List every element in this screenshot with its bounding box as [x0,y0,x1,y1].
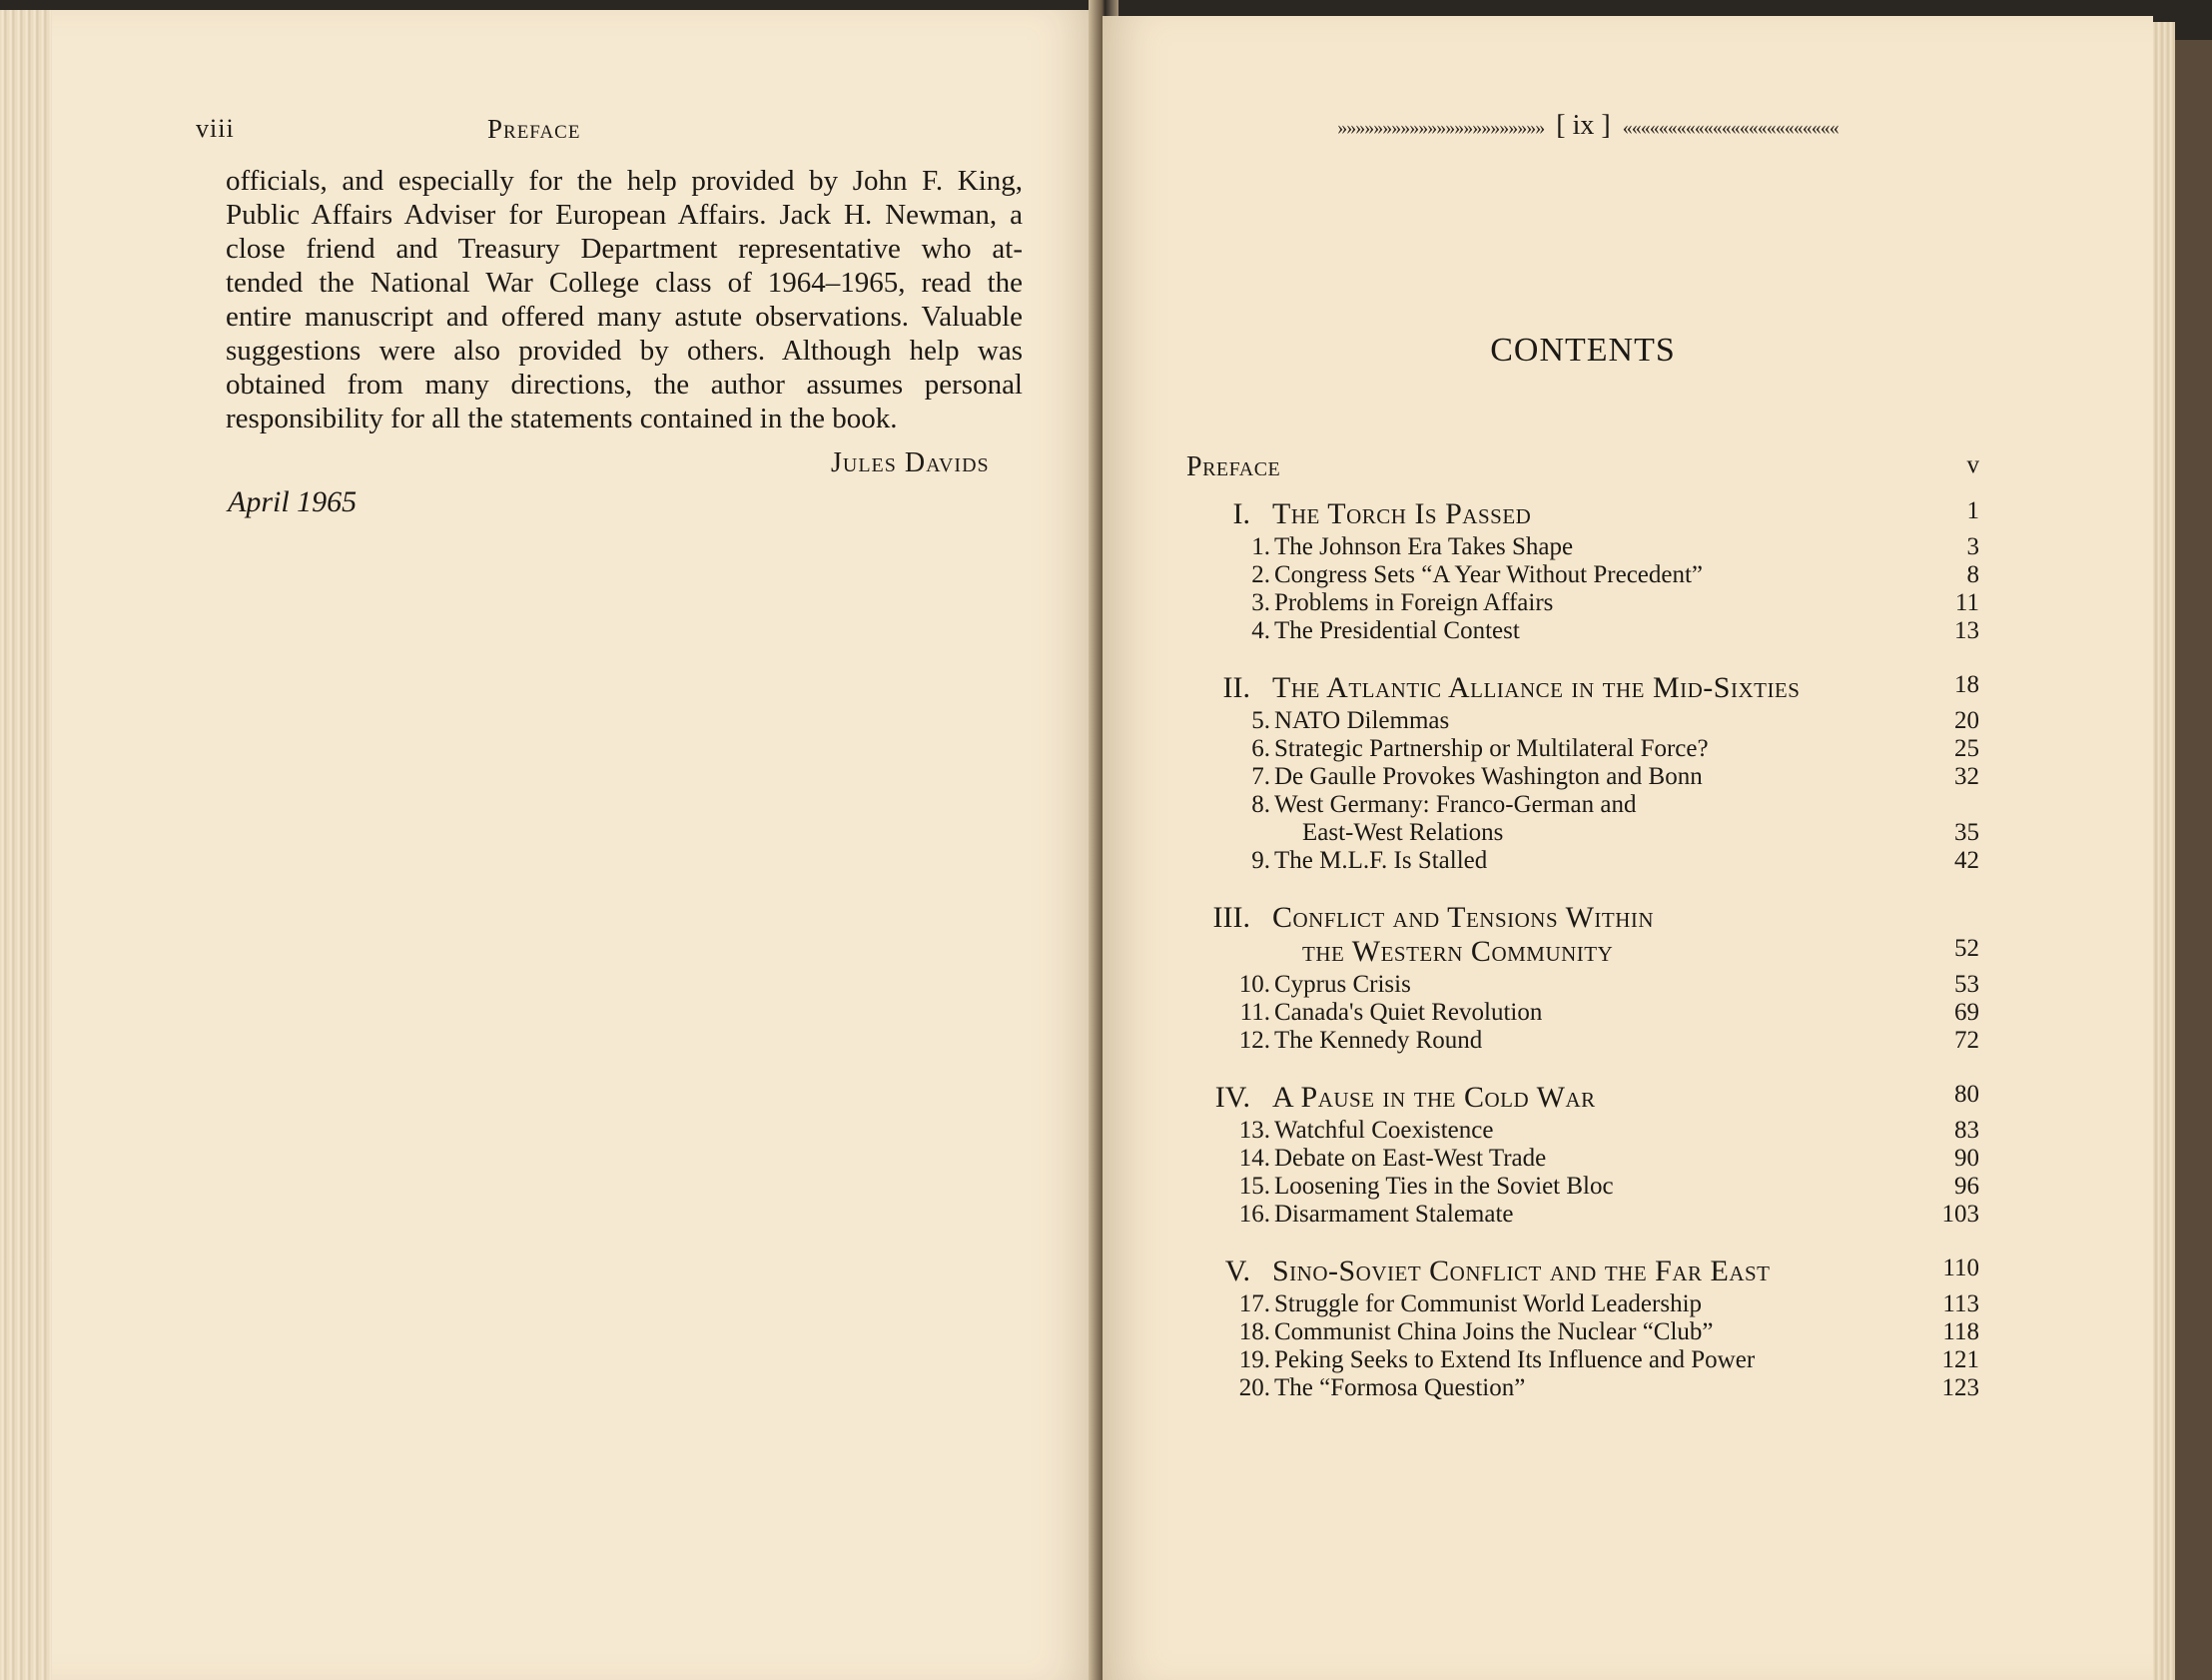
toc-preface-row [1186,451,1985,483]
running-head: Preface [487,114,581,144]
chapter-title: Peking Seeks to Extend Its Influence and Power [1274,1346,1756,1373]
left-page-edges [0,10,52,1680]
ornament-right: «««««««««««««««««««««««« [1622,117,1839,139]
chapter-title: The “Formosa Question” [1274,1374,1526,1401]
part-number: III. [1212,901,1250,934]
chapter-title: NATO Dilemmas [1274,707,1450,734]
toc-preface-label: Preface [1186,451,1281,482]
chapter-title: The Presidential Contest [1274,617,1520,644]
toc-page-number: 42 [1954,847,1979,874]
chapter-number: 10. [1238,971,1270,998]
toc-page-number: 52 [1954,935,1979,962]
text-line: Public Affairs Adviser for European Affairs. Jack H. Newman, a [226,199,1023,231]
toc-page-number: 35 [1954,819,1979,846]
chapter-number: 20. [1238,1374,1270,1401]
text-line: close friend and Treasury Department representative who at- [226,233,1023,265]
toc-page-number: 83 [1954,1117,1979,1144]
chapter-number: 19. [1238,1346,1270,1373]
chapter-title: Congress Sets “A Year Without Precedent” [1274,561,1704,588]
chapter-number: 16. [1238,1201,1270,1228]
chapter-title: The M.L.F. Is Stalled [1274,847,1488,874]
toc-page-number: 20 [1954,707,1979,734]
chapter-number: 8. [1251,791,1270,818]
toc-page-number: 1 [1966,497,1979,524]
chapter-number: 15. [1238,1173,1270,1200]
page-folio: [ ix ] [1556,110,1611,141]
chapter-number: 2. [1251,561,1270,588]
chapter-number: 12. [1238,1027,1270,1054]
part-title: A Pause in the Cold War [1272,1081,1596,1114]
chapter-title: The Johnson Era Takes Shape [1274,533,1574,560]
right-page-edges [2153,22,2175,1680]
toc-page-number: 32 [1954,763,1979,790]
text-line: tended the National War College class of 1964–1965, read the [226,267,1023,299]
preface-date: April 1965 [228,485,358,518]
text-line: suggestions were also provided by others. Although help was [226,335,1023,367]
toc-page-number: 3 [1966,533,1979,560]
chapter-number: 6. [1251,735,1270,762]
chapter-number: 13. [1238,1117,1270,1144]
chapter-title: Canada's Quiet Revolution [1274,999,1543,1026]
part-number: I. [1232,497,1250,530]
toc-page-number: 18 [1954,671,1979,698]
chapter-number: 17. [1238,1290,1270,1317]
toc-page-number: 123 [1941,1374,1979,1401]
text-line: obtained from many directions, the author assumes personal [226,369,1023,401]
text-line: entire manuscript and offered many astute observations. Valuable [226,301,1023,333]
toc-page-number: v [1966,451,1979,478]
chapter-number: 7. [1251,763,1270,790]
toc-page-number: 8 [1966,561,1979,588]
part-number: II. [1222,671,1250,704]
text-line: officials, and especially for the help provided by John F. King, [226,165,1023,197]
chapter-number: 18. [1238,1318,1270,1345]
toc-page-number: 118 [1942,1318,1979,1345]
part-title: The Torch Is Passed [1272,497,1532,530]
chapter-title: Disarmament Stalemate [1274,1201,1514,1228]
chapter-number: 11. [1239,999,1270,1026]
toc-page-number: 103 [1941,1201,1979,1228]
chapter-title: Watchful Coexistence [1274,1117,1494,1144]
toc-page-number: 110 [1942,1255,1979,1281]
toc-page-number: 72 [1954,1027,1979,1054]
author-signature: Jules Davids [831,447,990,478]
book-cover-edge [2175,40,2212,1680]
preface-body-text [226,164,1023,435]
chapter-title: The Kennedy Round [1274,1027,1483,1054]
toc-page-number: 96 [1954,1173,1979,1200]
toc-page-number: 113 [1942,1290,1979,1317]
chapter-title: Loosening Ties in the Soviet Bloc [1274,1173,1614,1200]
chapter-title: Struggle for Communist World Leadership [1274,1290,1703,1317]
text-line: responsibility for all the statements contained in the book. [226,403,898,434]
toc-page-number: 11 [1954,589,1979,616]
chapter-title: Strategic Partnership or Multilateral Force? [1274,735,1709,762]
page-folio: viii [196,114,235,143]
chapter-title: De Gaulle Provokes Washington and Bonn [1274,763,1703,790]
chapter-number: 3. [1251,589,1270,616]
chapter-title: Cyprus Crisis [1274,971,1411,998]
ornament-left: »»»»»»»»»»»»»»»»»»»»»»» [1337,117,1545,139]
part-title: The Atlantic Alliance in the Mid-Sixties [1272,671,1801,704]
chapter-number: 4. [1251,617,1270,644]
part-number: IV. [1214,1081,1250,1114]
left-page-header [196,114,1025,154]
toc-page-number: 53 [1954,971,1979,998]
chapter-title: Communist China Joins the Nuclear “Club” [1274,1318,1714,1345]
toc-page-number: 90 [1954,1145,1979,1172]
toc-page-number: 69 [1954,999,1979,1026]
chapter-title: Debate on East-West Trade [1274,1145,1547,1172]
chapter-title-continuation: East-West Relations [1302,819,1504,846]
toc-page-number: 121 [1941,1346,1979,1373]
part-number: V. [1224,1255,1250,1287]
part-title: Conflict and Tensions Within [1272,901,1655,934]
right-page-header [1188,110,1987,148]
chapter-title: Problems in Foreign Affairs [1274,589,1554,616]
chapter-title: West Germany: Franco-German and [1274,791,1637,818]
toc-page-number: 13 [1954,617,1979,644]
chapter-number: 9. [1251,847,1270,874]
chapter-number: 1. [1251,533,1270,560]
contents-title: CONTENTS [1490,332,1676,369]
chapter-number: 5. [1251,707,1270,734]
toc-page-number: 25 [1954,735,1979,762]
chapter-number: 14. [1238,1145,1270,1172]
part-title: Sino-Soviet Conflict and the Far East [1272,1255,1771,1287]
part-title-continuation: the Western Community [1302,935,1614,968]
toc-page-number: 80 [1954,1081,1979,1108]
